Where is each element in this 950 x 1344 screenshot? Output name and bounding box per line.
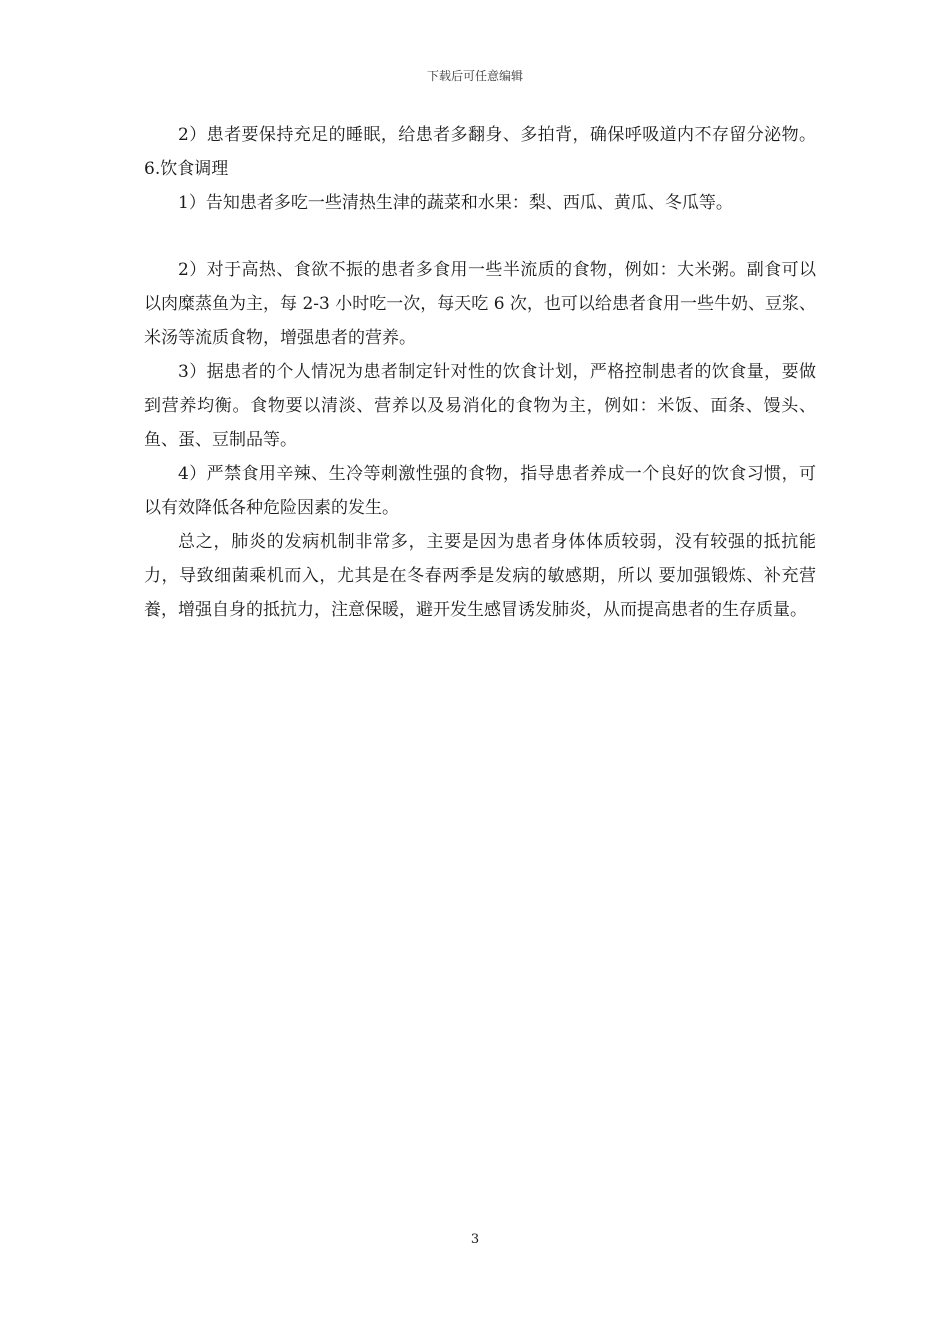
paragraph-sleep-care: 2）患者要保持充足的睡眠，给患者多翻身、多拍背，确保呼吸道内不存留分泌物。6.饮食调理 — [144, 125, 816, 179]
page-number: 3 — [470, 1232, 480, 1247]
paragraph-diet-semiliquid: 2）对于高热、食欲不振的患者多食用一些半流质的食物，例如：大米粥。副食可以以肉糜蒸鱼为主，每 2-3 小时吃一次，每天吃 6 次，也可以给患者食用一些牛奶、豆浆、米汤等流质食物，增强患者的营养。 — [144, 260, 816, 348]
paragraph-diet-forbidden: 4）严禁食用辛辣、生冷等刺激性强的食物，指导患者养成一个良好的饮食习惯，可以有效降低各种危险因素的发生。 — [144, 464, 816, 518]
document-body — [144, 118, 816, 627]
paragraph-diet-plan: 3）据患者的个人情况为患者制定针对性的饮食计划，严格控制患者的饮食量，要做到营养均衡。食物要以清淡、营养以及易消化的食物为主，例如：米饭、面条、馒头、鱼、蛋、豆制品等。 — [144, 362, 816, 450]
page-header: 下载后可任意编辑 — [426, 69, 523, 83]
paragraph-conclusion: 总之，肺炎的发病机制非常多，主要是因为患者身体体质较弱，没有较强的抵抗能力，导致细菌乘机而入，尤其是在冬春两季是发病的敏感期，所以 要加强锻炼、补充营養，增强自身的抵抗力，注意保暖，避开发生感冒诱发肺炎，从而提高患者的生存质量。 — [144, 532, 816, 620]
paragraph-diet-fruits: 1）告知患者多吃一些清热生津的蔬菜和水果：梨、西瓜、黄瓜、冬瓜等。 — [178, 193, 733, 213]
